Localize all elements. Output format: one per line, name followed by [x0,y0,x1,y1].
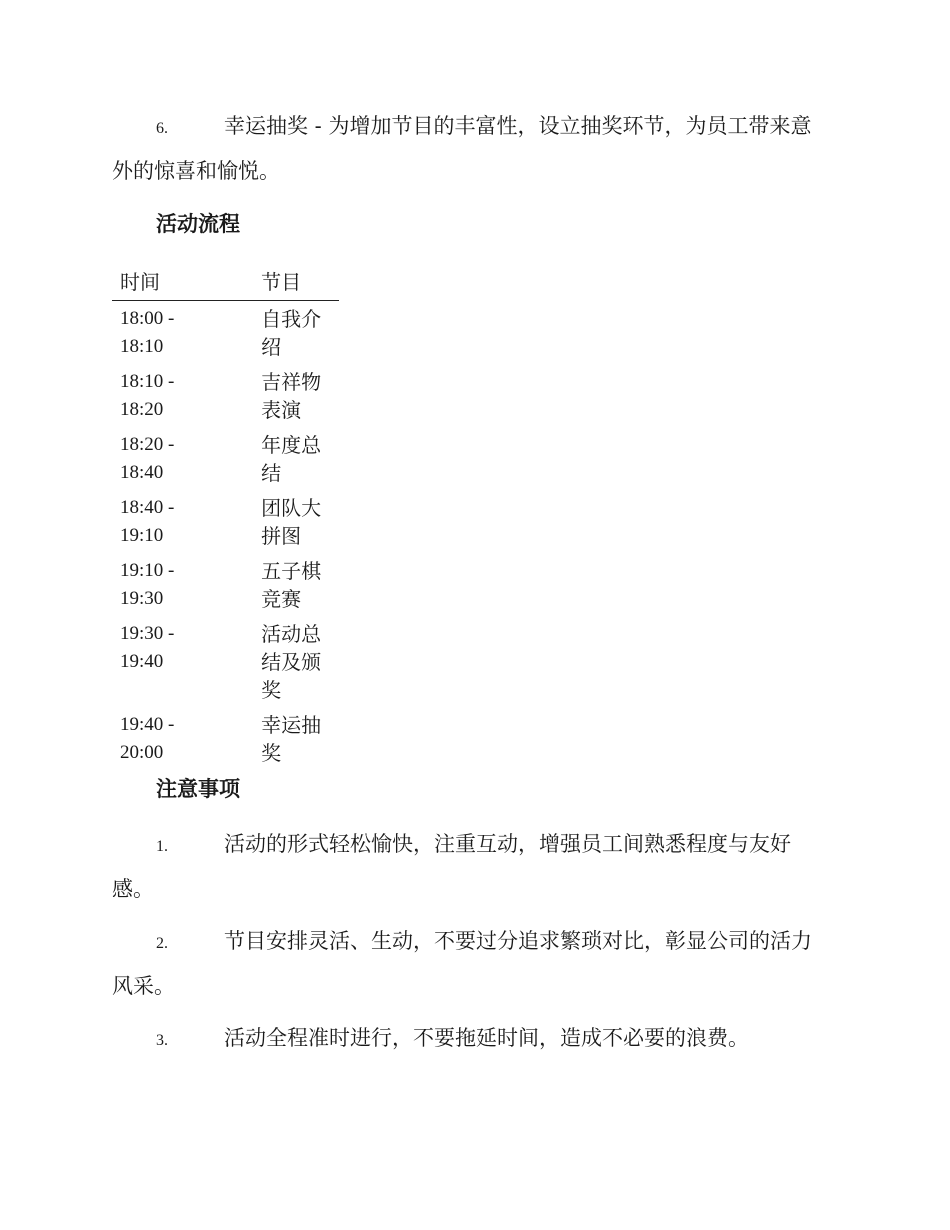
time-end: 18:10 [120,336,164,357]
time-start: 19:10 - [120,560,175,581]
list-item-text: 活动的形式轻松愉快，注重互动，增强员工间熟悉程度与友好感。 [112,832,791,901]
time-cell [112,490,261,553]
program-cell: 五子棋竞赛 [261,559,322,611]
time-start: 18:20 - [120,434,175,455]
column-header-time: 时间 [112,264,261,301]
time-start: 18:10 - [120,371,175,392]
column-header-program: 节目 [261,264,339,301]
program-cell: 活动总结及颁奖 [261,622,322,702]
time-end: 20:00 [120,742,164,763]
program-cell: 年度总结 [261,433,322,485]
table-header-row [112,264,339,301]
program-cell: 幸运抽奖 [261,713,322,765]
note-item-3 [112,1017,832,1062]
list-item-text: 幸运抽奖 - 为增加节目的丰富性，设立抽奖环节，为员工带来意外的惊喜和愉悦。 [112,114,812,183]
note-item-2 [112,920,832,1008]
note-item-1 [112,823,832,911]
time-cell [112,301,261,365]
time-end: 19:40 [120,651,164,672]
program-cell: 自我介绍 [261,307,322,359]
table-row [112,301,339,365]
time-cell [112,616,261,707]
schedule-heading: 活动流程 [156,211,240,236]
table-row [112,707,339,770]
list-item-text: 活动全程准时进行，不要拖延时间，造成不必要的浪费。 [224,1026,749,1050]
table-row [112,553,339,616]
list-item-lucky-draw [112,105,832,193]
time-start: 19:30 - [120,623,175,644]
list-item-number: 3. [156,1032,168,1049]
list-item-text: 节目安排灵活、生动，不要过分追求繁琐对比，彰显公司的活力风采。 [112,929,812,998]
table-row [112,427,339,490]
time-end: 18:40 [120,462,164,483]
time-start: 18:00 - [120,308,175,329]
table-row [112,490,339,553]
time-cell [112,364,261,427]
time-start: 18:40 - [120,497,175,518]
time-cell [112,553,261,616]
schedule-table [112,264,339,770]
time-start: 19:40 - [120,714,175,735]
program-cell: 团队大拼图 [261,496,322,548]
notes-heading: 注意事项 [156,776,240,801]
list-item-number: 1. [156,838,168,855]
time-cell [112,707,261,770]
program-cell: 吉祥物表演 [261,370,322,422]
table-row [112,364,339,427]
table-row [112,616,339,707]
time-end: 19:30 [120,588,164,609]
time-end: 18:20 [120,399,164,420]
time-cell [112,427,261,490]
time-end: 19:10 [120,525,164,546]
list-item-number: 2. [156,935,168,952]
list-item-number: 6. [156,120,168,137]
